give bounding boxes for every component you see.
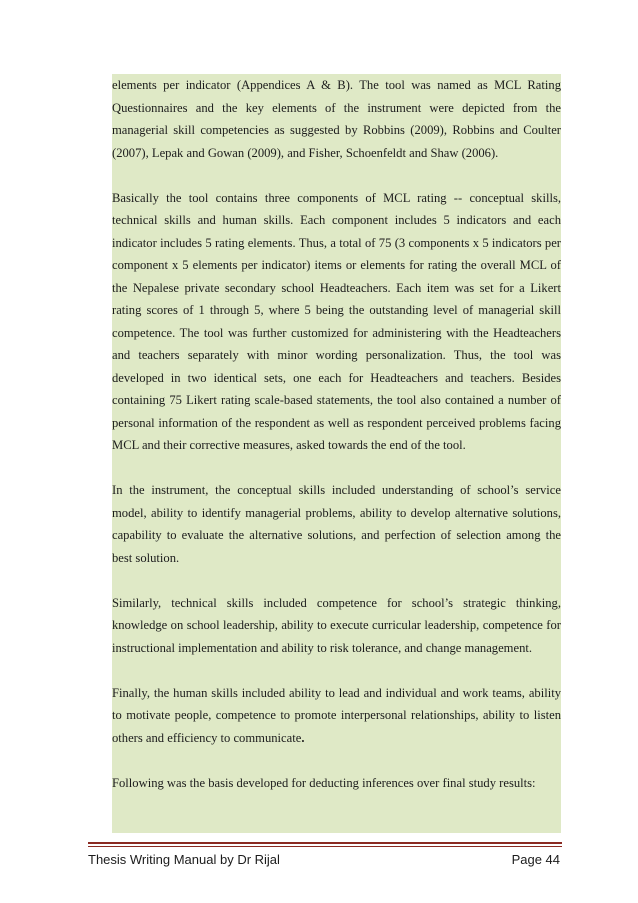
human-skills-text: Finally, the human skills included ability to lead and individual and work teams, ability to motivate people, competence to promote interpersonal relationships, ability to listen others and efficiency to communicate: [112, 685, 561, 745]
paragraph-gap: [112, 749, 561, 772]
footer-divider-thin: [88, 846, 562, 847]
footer-divider: [88, 842, 562, 844]
paragraph-human-skills: [112, 682, 561, 750]
footer-title: Thesis Writing Manual by Dr Rijal: [88, 852, 280, 867]
paragraph-gap: [112, 164, 561, 187]
human-skills-period: .: [301, 730, 305, 745]
paragraph-technical-skills: Similarly, technical skills included competence for school’s strategic thinking, knowledge on school leadership, ability to execute curricular leadership, competence for instructional implementation and ability to risk tolerance, and change management.: [112, 595, 561, 655]
paragraph-inference-basis: Following was the basis developed for deducting inferences over final study results:: [112, 775, 536, 790]
paragraph-tool-components: Basically the tool contains three components of MCL rating -- conceptual skills, technical skills and human skills. Each component includes 5 indicators and each indicator includes 5 rating elements. Thus, a total of 75 (3 components x 5 indicators per component x 5 elements per indicator) items or elements for rating the overall MCL of the Nepalese private secondary school Headteachers. Each item was set for a Likert rating scores of 1 through 5, where 5 being the outstanding level of managerial skill competence. The tool was further customized for administering with the Headteachers and teachers separately with minor wording personalization. Thus, the tool was developed in two identical sets, one each for Headteachers and teachers. Besides containing 75 Likert rating scale-based statements, the tool also contained a number of personal information of the respondent as well as respondent perceived problems facing MCL and their corrective measures, asked towards the end of the tool.: [112, 190, 561, 452]
paragraph-tool-description: elements per indicator (Appendices A & B). The tool was named as MCL Rating Questionnaires and the key elements of the instrument were depicted from the managerial skill competencies as suggested by Robbins (2009), Robbins and Coulter (2007), Lepak and Gowan (2009), and Fisher, Schoenfeldt and Shaw (2006).: [112, 78, 561, 160]
page-number: Page 44: [511, 852, 560, 867]
page-body: [112, 74, 561, 833]
paragraph-gap: [112, 569, 561, 592]
paragraph-gap: [112, 457, 561, 480]
paragraph-gap: [112, 659, 561, 682]
paragraph-conceptual-skills: In the instrument, the conceptual skills included understanding of school’s service model, ability to identify managerial problems, ability to develop alternative solutions, capability to evaluate the alternative solutions, and perfection of selection among the best solution.: [112, 483, 561, 565]
